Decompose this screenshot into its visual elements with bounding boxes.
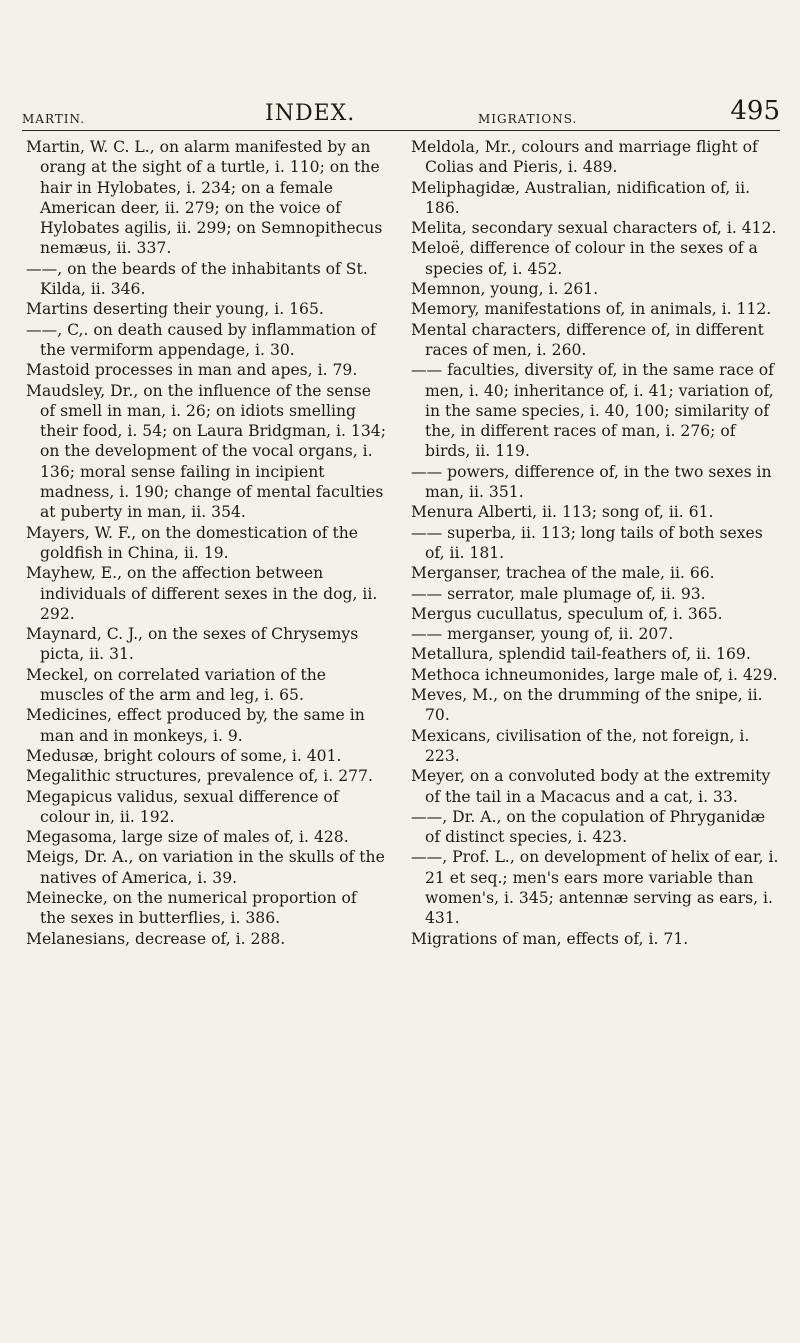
index-entry: —— serrator, male plumage of, ii. 93. [411,584,706,603]
right-index-column [411,137,781,949]
index-entry: Memnon, young, i. 261. [411,280,599,299]
index-entry: Meigs, Dr. A., on variation in the skulls of the natives of America, i. 39. [26,848,385,887]
index-entry: Merganser, trachea of the male, ii. 66. [411,564,715,583]
index-entry: Melanesians, decrease of, i. 288. [26,929,286,948]
index-entry: ——, C,. on death caused by inflammation of the vermiform appendage, i. 30. [26,320,376,359]
index-entry: Metallura, splendid tail-feathers of, ii. 169. [411,645,751,664]
index-entry: Memory, manifestations of, in animals, i. 112. [411,300,772,319]
index-entry: Megasoma, large size of males of, i. 428. [26,828,349,847]
index-entry: Methoca ichneumonides, large male of, i. 429. [411,665,778,684]
index-entry: —— merganser, young of, ii. 207. [411,625,674,644]
index-entry: Mastoid processes in man and apes, i. 79. [26,361,358,380]
header-right-guide-word: MIGRATIONS. [478,112,578,126]
index-entry: ——, Dr. A., on the copulation of Phryganidæ of distinct species, i. 423. [411,807,766,847]
index-entry: Meliphagidæ, Australian, nidification of, ii. 186. [411,178,751,217]
index-entry: Migrations of man, effects of, i. 71. [411,929,689,948]
index-entry: Martins deserting their young, i. 165. [26,300,324,319]
running-header [22,86,780,126]
index-entry: Meinecke, on the numerical proportion of the sexes in butterflies, i. 386. [26,888,357,928]
index-entry: Medicines, effect produced by, the same in man and in monkeys, i. 9. [26,706,365,745]
page-number: 495 [730,96,780,126]
index-entry: Meves, M., on the drumming of the snipe, ii. 70. [411,686,763,725]
index-entry: —— faculties, diversity of, in the same race of men, i. 40; inheritance of, i. 41; variation of, in the same species, i. 40, 100; similarity of the, in different races of man, i. 276; of birds, ii. 119. [411,361,774,461]
index-entry: Meyer, on a convoluted body at the extremity of the tail in a Macacus and a cat, i. 33. [411,767,771,806]
index-entry: Megapicus validus, sexual difference of colour in, ii. 192. [26,787,339,826]
index-entry: Menura Alberti, ii. 113; song of, ii. 61. [411,503,714,522]
index-entry: ——, on the beards of the inhabitants of St. Kilda, ii. 346. [26,259,368,299]
index-entry: Meloë, difference of colour in the sexes of a species of, i. 452. [411,239,758,278]
left-index-column [26,137,386,949]
index-entry: Megalithic structures, prevalence of, i. 277. [26,767,373,786]
index-entry: Melita, secondary sexual characters of, i. 412. [411,219,777,238]
header-left-guide-word: MARTIN. [22,112,86,126]
index-entry: Meckel, on correlated variation of the muscles of the arm and leg, i. 65. [26,665,327,705]
index-entry: Martin, W. C. L., on alarm manifested by an orang at the sight of a turtle, i. 110; on the hair in Hylobates, i. 234; on a female American deer, ii. 279; on the voice of Hylobates agilis, ii. 299; on Semnopithecus nemæus, ii. 337. [26,138,383,258]
index-entry: Meldola, Mr., colours and marriage flight of Colias and Pieris, i. 489. [411,138,758,177]
index-entry: ——, Prof. L., on development of helix of ear, i. 21 et seq.; men's ears more variable than women's, i. 345; antennæ serving as ears, i. 431. [411,848,779,928]
index-entry: —— superba, ii. 113; long tails of both sexes of, ii. 181. [411,523,763,562]
index-entry: —— powers, difference of, in the two sexes in man, ii. 351. [411,462,772,502]
index-entry: Mayers, W. F., on the domestication of the goldfish in China, ii. 19. [26,523,358,562]
index-entry: Mental characters, difference of, in different races of men, i. 260. [411,320,764,359]
index-entry: Maynard, C. J., on the sexes of Chrysemys picta, ii. 31. [26,625,359,664]
index-entry: Maudsley, Dr., on the influence of the sense of smell in man, i. 26; on idiots smelling their food, i. 54; on Laura Bridgman, i. 134; on the development of the vocal organs, i. 136; moral sense failing in incipient madness, i. 190; change of mental faculties at puberty in man, ii. 354. [26,381,386,522]
header-rule [22,130,780,131]
index-entry: Medusæ, bright colours of some, i. 401. [26,746,342,765]
header-title: INDEX. [265,101,356,126]
index-entry: Mergus cucullatus, speculum of, i. 365. [411,604,723,623]
index-entry: Mayhew, E., on the affection between individuals of different sexes in the dog, ii. 292. [26,564,378,623]
index-entry: Mexicans, civilisation of the, not foreign, i. 223. [411,726,750,765]
